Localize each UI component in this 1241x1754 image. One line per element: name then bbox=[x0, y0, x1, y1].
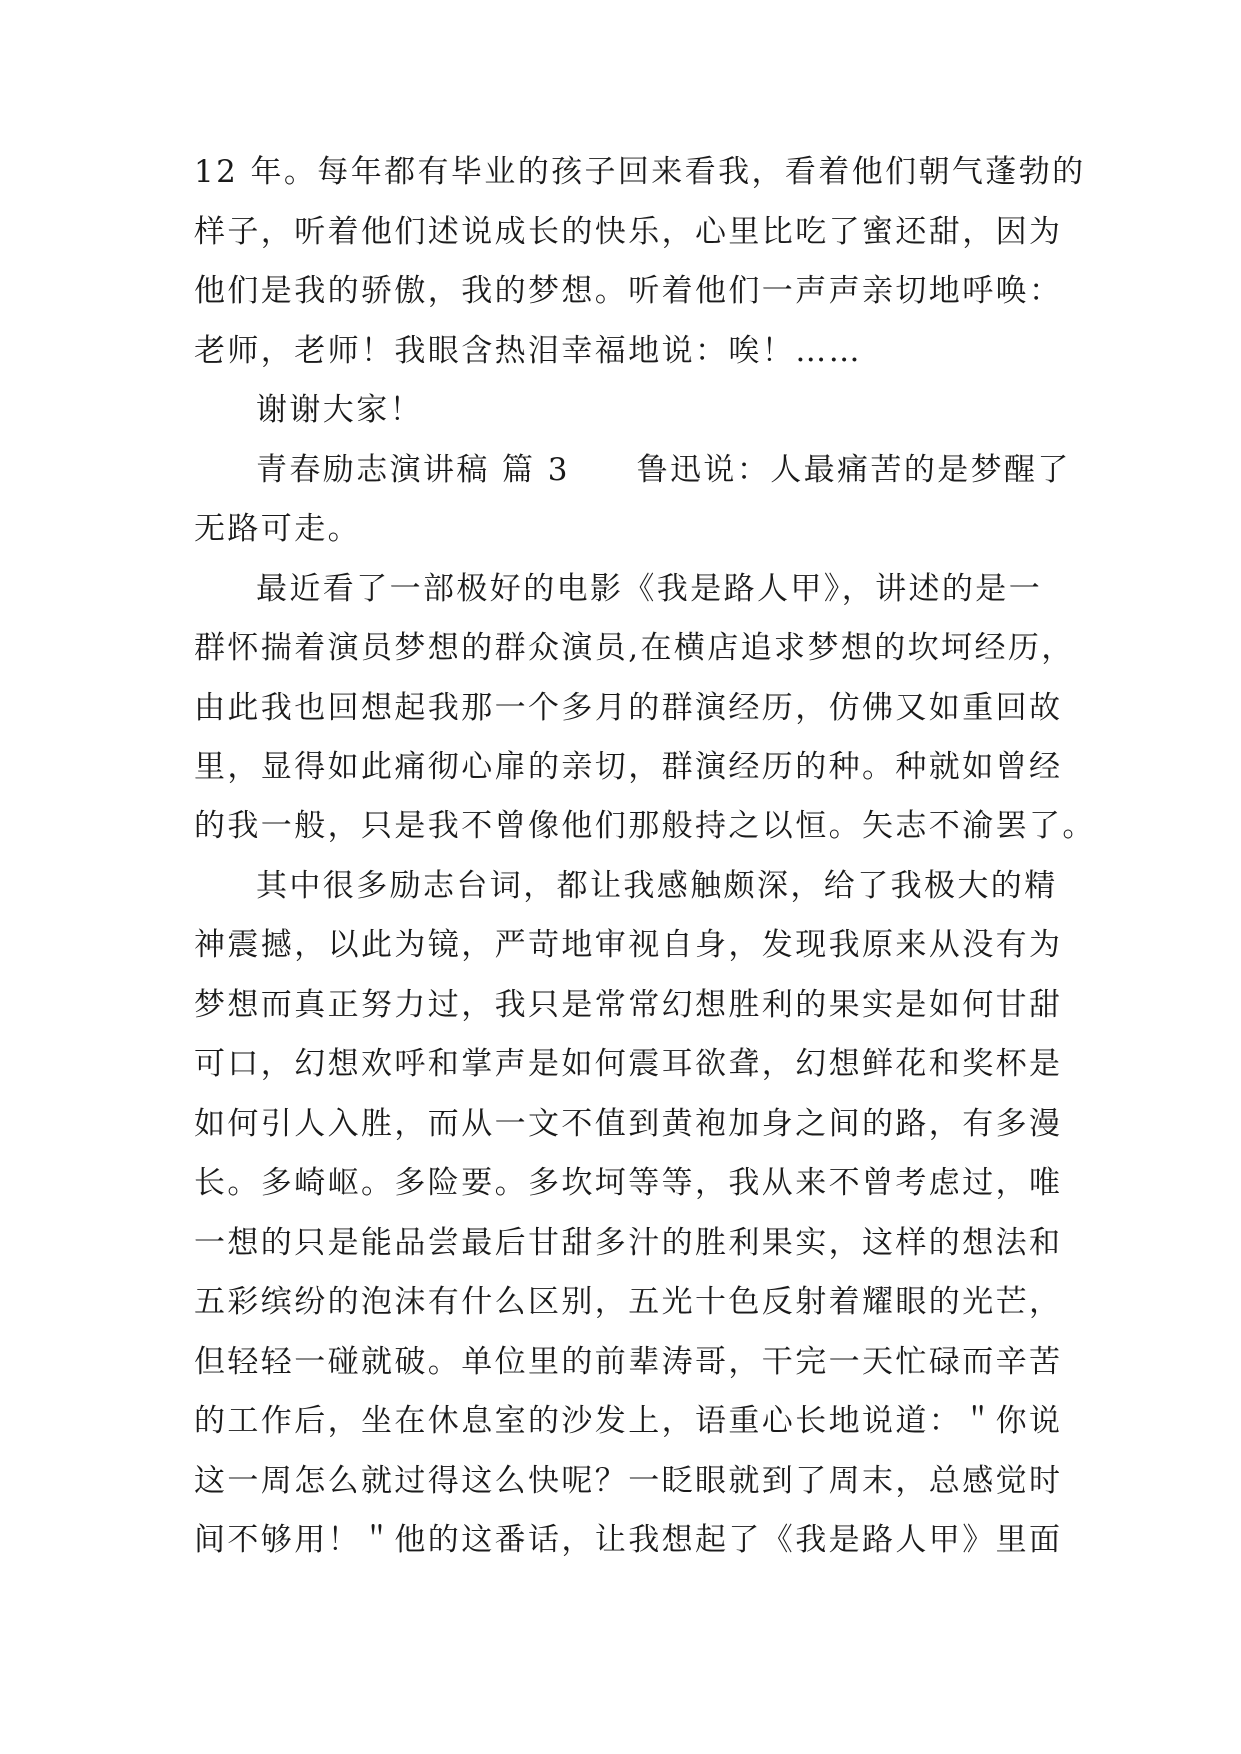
text-line: 由此我也回想起我那一个多月的群演经历，仿佛又如重回故 bbox=[194, 690, 1063, 726]
text-line: 样子，听着他们述说成长的快乐，心里比吃了蜜还甜，因为 bbox=[194, 214, 1063, 250]
text-line: 里，显得如此痛彻心扉的亲切，群演经历的种。种就如曾经 bbox=[194, 749, 1063, 785]
text-line: 间不够用！＂他的这番话，让我想起了《我是路人甲》里面 bbox=[194, 1522, 1063, 1558]
text-line: 其中很多励志台词，都让我感触颇深，给了我极大的精 bbox=[256, 868, 1058, 904]
text-line: 如何引人入胜，而从一文不值到黄袍加身之间的路，有多漫 bbox=[194, 1106, 1063, 1142]
text-line: 无路可走。 bbox=[194, 511, 361, 547]
section-heading-line: 青春励志演讲稿 篇 3 鲁迅说：人最痛苦的是梦醒了 bbox=[256, 452, 1071, 488]
text-line: 这一周怎么就过得这么快呢？一眨眼就到了周末，总感觉时 bbox=[194, 1463, 1063, 1499]
text-line: 谢谢大家！ bbox=[256, 392, 423, 428]
text-line: 梦想而真正努力过，我只是常常幻想胜利的果实是如何甘甜 bbox=[194, 987, 1063, 1023]
text-line: 神震撼，以此为镜，严苛地审视自身，发现我原来从没有为 bbox=[194, 927, 1063, 963]
text-line: 一想的只是能品尝最后甘甜多汁的胜利果实，这样的想法和 bbox=[194, 1225, 1063, 1261]
text-line: 的工作后，坐在休息室的沙发上，语重心长地说道：＂你说 bbox=[194, 1403, 1063, 1439]
text-line: 最近看了一部极好的电影《我是路人甲》，讲述的是一 bbox=[256, 571, 1043, 607]
text-line: 群怀揣着演员梦想的群众演员,在横店追求梦想的坎坷经历， bbox=[194, 630, 1075, 666]
text-line: 五彩缤纷的泡沫有什么区别，五光十色反射着耀眼的光芒， bbox=[194, 1284, 1063, 1320]
text-line: 长。多崎岖。多险要。多坎坷等等，我从来不曾考虑过，唯 bbox=[194, 1165, 1063, 1201]
text-line: 12 年。每年都有毕业的孩子回来看我，看着他们朝气蓬勃的 bbox=[194, 154, 1086, 190]
text-line: 他们是我的骄傲，我的梦想。听着他们一声声亲切地呼唤： bbox=[194, 273, 1063, 309]
text-line: 老师，老师！我眼含热泪幸福地说：唉！…… bbox=[194, 333, 862, 369]
text-line: 的我一般，只是我不曾像他们那般持之以恒。矢志不渝罢了。 bbox=[194, 808, 1096, 844]
text-line: 可口，幻想欢呼和掌声是如何震耳欲聋，幻想鲜花和奖杯是 bbox=[194, 1046, 1063, 1082]
text-line: 但轻轻一碰就破。单位里的前辈涛哥，干完一天忙碌而辛苦 bbox=[194, 1344, 1063, 1380]
